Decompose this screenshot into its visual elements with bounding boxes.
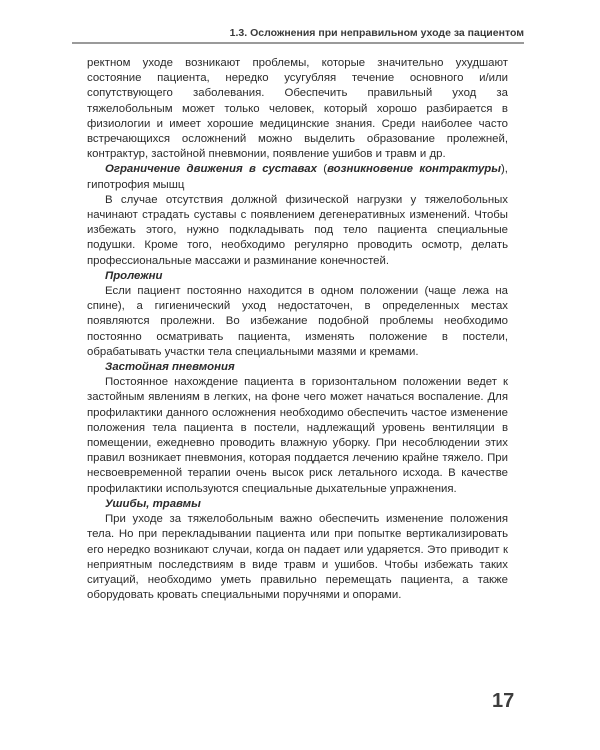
heading-part: ( (316, 163, 328, 176)
page-body (87, 56, 508, 603)
section-text-bedsores: Если пациент постоянно находится в одном положении (чаще лежа на спине), а гигиенический уход недостаточен, в определенных местах появляются пролежни. Во избежание подобной проблемы необходимо постоянно осматривать пациента, изменять положение в постели, обрабатывать участки тела специальными мазями и кремами. (87, 285, 508, 358)
heading-part: Ограничение движения в суставах (105, 163, 317, 176)
heading-part: возникновение контрактуры (327, 163, 501, 176)
section-text-injuries: При уходе за тяжелобольным важно обеспечить изменение положения тела. Но при перекладывании пациента или при попытке вертикализировать его нередко возникают случаи, когда он падает или ударяется. Это приводит к неприятным последствиям в виде травм и ушибов. Чтобы избежать таких ситуаций, необходимо уметь правильно перемещать пациента, а также оборудовать кровать специальными поручнями и опорами. (87, 513, 508, 602)
section-text-contractures: В случае отсутствия должной физической нагрузки у тяжелобольных начинают страдать суставы с появлением дегенеративных изменений. Чтобы избежать этого, нужно подкладывать под тело пациента специальные подушки. Кроме того, необходимо регулярно проводить осмотр, делать профессиональные массажи и разминание конечностей. (87, 193, 508, 267)
running-header: 1.3. Осложнения при неправильном уходе за пациентом (72, 26, 524, 44)
section-heading-contractures (87, 162, 508, 192)
page-number: 17 (492, 690, 515, 712)
section-heading-injuries: Ушибы, травмы (105, 497, 201, 510)
section-heading-pneumonia: Застойная пневмония (105, 361, 235, 374)
heading-part: ), гипотрофия мышц (87, 163, 508, 191)
section-text-pneumonia: Постоянное нахождение пациента в горизонтальном положении ведет к застойным явлениям в легких, на фоне чего может начаться воспаление. Для профилактики данного осложнения необходимо обеспечить частое изменение положения тела пациента в постели, надлежащий уровень вентиляции в помещении, ежедневно проводить влажную уборку. При несоблюдении этих правил возникает пневмония, которая поддается лечению крайне тяжело. При несвоевременной терапии очень высок риск летального исхода. В качестве профилактики используются специальные дыхательные упражнения. (87, 376, 508, 495)
section-heading-bedsores: Пролежни (105, 269, 163, 282)
intro-paragraph: ректном уходе возникают проблемы, которые значительно ухудшают состояние пациента, нередко усугубляя течение основного и/или сопутствующего заболевания. Обеспечить правильный уход за тяжелобольным может только человек, который хорошо разбирается в физиологии и имеет хорошие медицинские знания. Среди наиболее часто встречающихся осложнений можно выделить образование пролежней, контрактур, застойной пневмонии, появление ушибов и травм и др. (87, 57, 508, 161)
